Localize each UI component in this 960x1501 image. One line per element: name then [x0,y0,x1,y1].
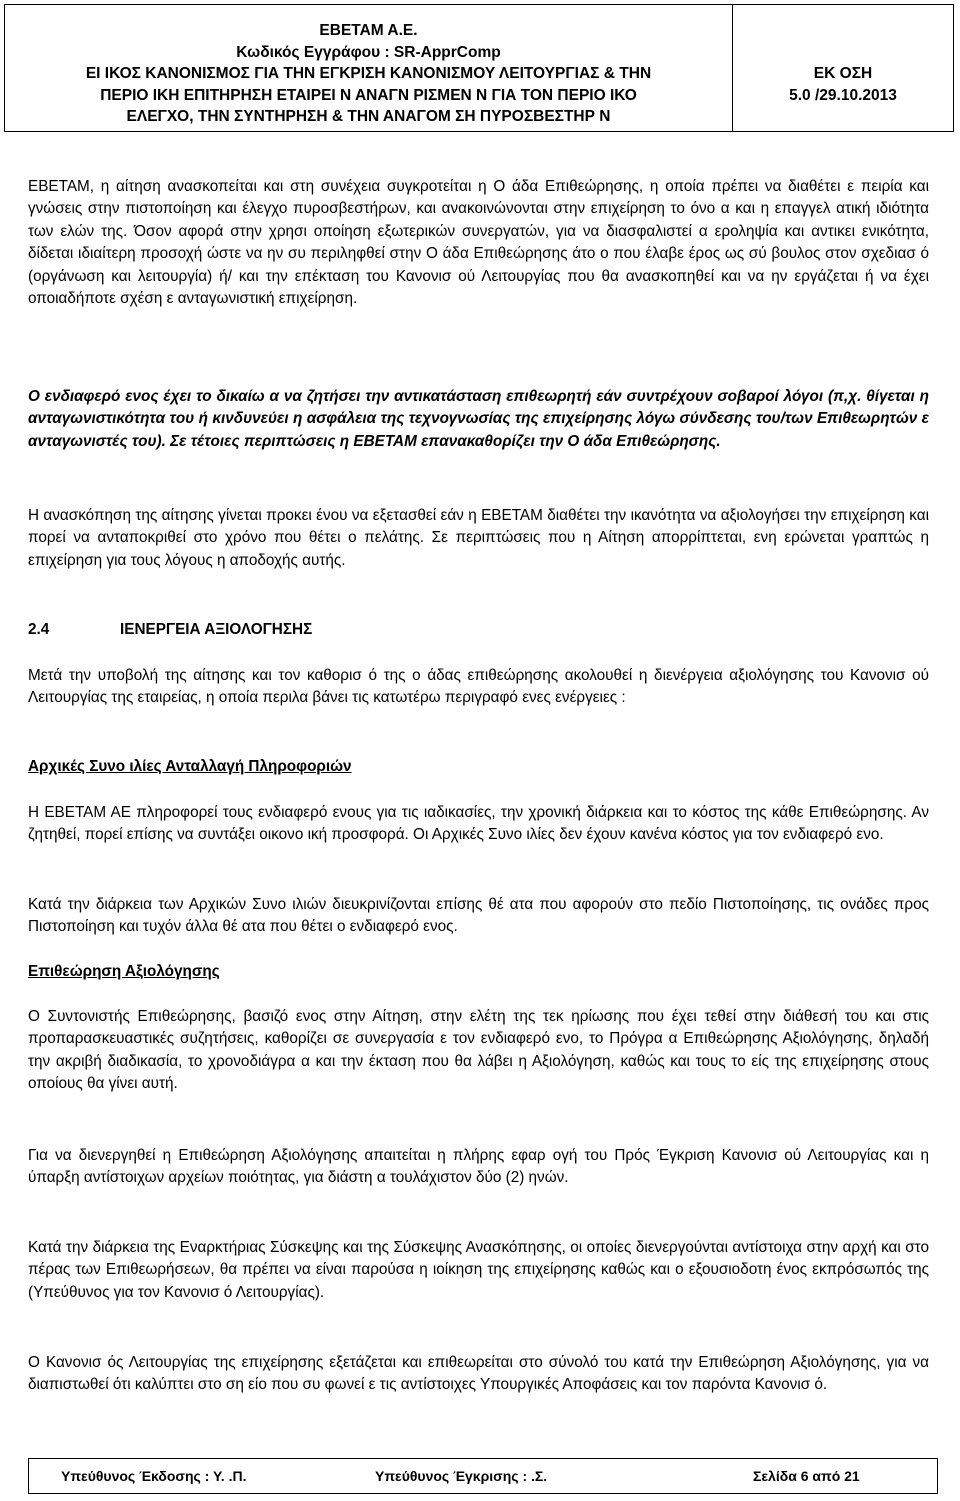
document-header [4,4,954,132]
subheading-evaluation-inspection: Επιθεώρηση Αξιολόγησης [28,963,220,980]
subheading-initial-meetings: Αρχικές Συνο ιλίες Ανταλλαγή Πληροφοριών [28,758,352,775]
header-title-line: ΕΙ ΙΚΟΣ ΚΑΝΟΝΙΣΜΟΣ ΓΙΑ ΤΗΝ ΕΓΚΡΙΣΗ ΚΑΝΟΝΙΣΜΟΥ ΛΕΙΤΟΥΡΓΙΑΣ & ΤΗΝ [85,65,652,82]
issued-by: Υπεύθυνος Έκδοσης : Υ. .Π. [61,1468,247,1484]
paragraph-evaluation-intro: Μετά την υποβολή της αίτησης και τον καθορισ ό της ο άδας επιθεώρησης ακολουθεί η διενέργεια αξιολόγησης του Κανονισ ού Λειτουργίας της εταιρείας, η οποία περιλα βάνει τις κατωτέρω περιγραφό ενες ενέργειες : [28,667,929,707]
header-title-line: ΠΕΡΙΟ ΙΚΗ ΕΠΙΤΗΡΗΣΗ ΕΤΑΙΡΕΙ Ν ΑΝΑΓΝ ΡΙΣΜΕΝ Ν ΓΙΑ ΤΟΝ ΠΕΡΙΟ ΙΚΟ [100,86,637,104]
paragraph-requirements: Για να διενεργηθεί η Επιθεώρηση Αξιολόγησης απαιτείται η πλήρης εφαρ ογή του Πρός Έγκριση Κανονισ ού Λειτουργίας και η ύπαρξη αντίστοιχων αρχείων ποιότητας, για διάστη α τουλάχιστον δύο (2) ηνών. [28,1147,929,1187]
paragraph-regulation-review: Ο Κανονισ ός Λειτουργίας της επιχείρησης εξετάζεται και επιθεωρείται στο σύνολό του κατά την Επιθεώρηση Αξιολόγησης, για να διαπιστωθεί ότι καλύπτει στο ση είο που συ φωνεί ε τις αντίστοιχες Υπουργικές Αποφάσεις και τον παρόντα Κανονισ ό. [28,1354,929,1394]
paragraph-application-review: Η ανασκόπηση της αίτησης γίνεται προκει ένου να εξετασθεί εάν η ΕΒΕΤΑΜ διαθέτει την ικανότητα να αξιολογήσει την επιχείρηση και πορεί να ανταποκριθεί στο χρόνο που θέτει ο πελάτης. Σε περιπτώσεις που η Αίτηση απορρίπτεται, ενη ερώνεται γραπτώς η επιχείρηση για τους λόγους η αποδοχής αυτής. [28,507,929,569]
document-footer [28,1458,938,1494]
edition-label: ΕΚ ΟΣΗ [813,65,873,82]
replacement-right-text: Ο ενδιαφερό ενος έχει το δικαίω α να ζητήσει την αντικατάσταση επιθεωρητή εάν συντρέχουν σοβαροί λόγοι (π,χ. θίγεται η ανταγωνιστικότητα του ή κινδυνεύει η ασφάλεια της τεχνογνωσίας της επιχείρησης λόγω σύνδεσης του/των Επιθεωρητών ε ανταγωνιστές του). [28,388,929,450]
document-code: Κωδικός Εγγράφου : SR-ApprComp [236,43,501,61]
company-name: ΕΒΕΤΑΜ Α.Ε. [319,22,418,39]
approved-by: Υπεύθυνος Έγκρισης : .Σ. [375,1468,548,1484]
header-title-block [5,5,733,131]
paragraph-meeting-topics: Κατά την διάρκεια των Αρχικών Συνο ιλιών διευκρινίζονται επίσης θέ ατα που αφορούν στο πεδίο Πιστοποίησης, τις ονάδες προς Πιστοποίηση και τυχόν άλλα θέ ατα που θέτει ο ενδιαφερό ενος. [28,896,929,936]
header-edition-block [733,5,953,131]
section-heading [28,621,312,639]
section-title: ΙΕΝΕΡΓΕΙΑ ΑΞΙΟΛΟΓΗΣΗΣ [120,621,313,638]
paragraph-meetings-attendance: Κατά την διάρκεια της Εναρκτήριας Σύσκεψης και της Σύσκεψης Ανασκόπησης, οι οποίες διενεργούνται αντίστοιχα στην αρχή και στο πέρας των Επιθεωρήσεων, θα πρέπει να είναι παρούσα η ιοίκηση της επιχείρησης καθώς και ο εξουσιοδοτη ένος εκπρόσωπός της (Υπεύθυνος για τον Κανονισ ό Λειτουργίας). [28,1239,929,1301]
header-title-line: ΕΛΕΓΧΟ, ΤΗΝ ΣΥΝΤΗΡΗΣΗ & ΤΗΝ ΑΝΑΓΟΜ ΣΗ ΠΥΡΟΣΒΕΣΤΗΡ Ν [126,108,611,125]
page-number: Σελίδα 6 από 21 [753,1468,860,1484]
paragraph-replacement-right [28,386,929,453]
edition-value: 5.0 /29.10.2013 [789,86,897,104]
paragraph-inspection-program: Ο Συντονιστής Επιθεώρησης, βασιζό ενος στην Αίτηση, στην ελέτη της τεκ ηρίωσης που έχει τεθεί στην διάθεσή του και στις προπαρασκευαστικές συζητήσεις, καθορίζει σε συνεργασία ε τον ενδιαφερό ενο, το Πρόγρα α Επιθεώρησης Αξιολόγησης, δηλαδή την ακριβή διαδικασία, το χρονοδιάγρα α και την έκταση που θα λάβει η Αξιολόγηση, καθώς και τους το είς της επιχείρησης στους οποίους θα γίνει αυτή. [28,1008,929,1093]
replacement-right-note: Σε τέτοιες περιπτώσεις η ΕΒΕΤΑΜ επανακαθορίζει την Ο άδα Επιθεώρησης. [170,432,721,450]
paragraph-review: ΕΒΕΤΑΜ, η αίτηση ανασκοπείται και στη συνέχεια συγκροτείται η Ο άδα Επιθεώρησης, η οποία πρέπει να διαθέτει ε πειρία και γνώσεις στην πιστοποίηση και έλεγχο πυροσβεστήρων, και ανακοινώνονται στην επιχείρηση το όνο α και η επαγγελ ατική ιδιότητα των ελών της. Όσον αφορά στην χρησι οποίηση εξωτερικών συνεργατών, για να διασφαλιστεί α εροληψία και αντικει ενικότητα, δίδεται ιδιαίτερη προσοχή ώστε να ην συ περιληφθεί στην Ο άδα Επιθεώρησης άτο ο που έλαβε έρος ως σύ βουλος στον σχεδιασ ό (οργάνωση και λειτουργία) ή/ και την επέκταση του Κανονισ ού Λειτουργίας που θα ανασκοπηθεί και να ην εργάζεται ή να έχει οποιαδήποτε σχέση ε ανταγωνιστική επιχείρηση. [28,178,929,308]
paragraph-initial-meetings: Η ΕΒΕΤΑΜ ΑΕ πληροφορεί τους ενδιαφερό ενους για τις ιαδικασίες, την χρονική διάρκεια και το κόστος της κάθε Επιθεώρησης. Αν ζητηθεί, πορεί επίσης να συντάξει οικονο ική προσφορά. Οι Αρχικές Συνο ιλίες δεν έχουν κανένα κόστος για τον ενδιαφερό ενο. [28,804,929,844]
section-number: 2.4 [28,621,50,638]
